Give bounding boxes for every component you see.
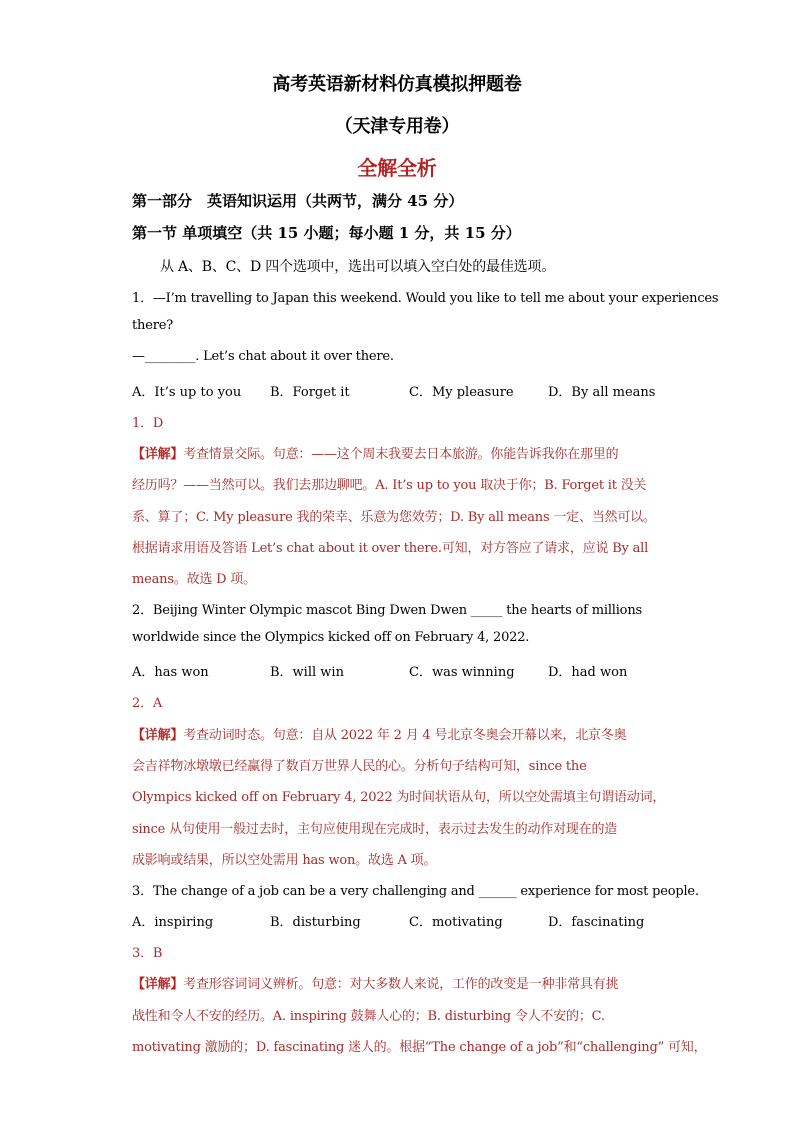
option-a: A．It’s up to you	[132, 385, 242, 400]
question-2-explanation	[132, 724, 626, 743]
explanation-line: Olympics kicked off on February 4, 2022 为时间状语从句，所以空处需填主句谓语动词，	[132, 790, 666, 805]
option-c: C．My pleasure	[409, 385, 514, 400]
explanation-line: 成影响或结果，所以空处需用 has won。故选 A 项。	[132, 853, 437, 868]
explanation-line: 战性和令人不安的经历。A. inspiring 鼓舞人心的；B. disturbing 令人不安的；C.	[132, 1009, 605, 1024]
instruction-text: 从 A、B、C、D 四个选项中，选出可以填入空白处的最佳选项。	[160, 259, 556, 275]
explanation-line: 根据请求用语及答语 Let’s chat about it over there.可知，对方答应了请求，应说 By all	[132, 541, 649, 556]
option-d: D．fascinating	[548, 915, 645, 930]
option-d: D．By all means	[548, 385, 656, 400]
question-1-stem-cont: there?	[132, 318, 173, 333]
explanation-line: means。故选 D 项。	[132, 572, 256, 587]
option-d: D．had won	[548, 665, 628, 680]
option-b: B．Forget it	[270, 385, 350, 400]
question-2-stem-cont: worldwide since the Olympics kicked off on February 4, 2022.	[132, 630, 530, 645]
section-heading: 第一节 单项填空（共 15 小题；每小题 1 分，共 15 分）	[132, 224, 521, 242]
answer-heading: 全解全析	[357, 156, 437, 180]
explanation-tag: 【详解】	[132, 728, 184, 743]
explanation-line: motivating 激励的；D. fascinating 迷人的。根据“The change of a job”和“challenging” 可知，	[132, 1040, 707, 1055]
question-2-answer: 2．A	[132, 696, 163, 711]
option-b: B．disturbing	[270, 915, 361, 930]
explanation-line: since 从句使用一般过去时，主句应使用现在完成时，表示过去发生的动作对现在的造	[132, 822, 618, 837]
question-1-answer: 1．D	[132, 416, 164, 431]
explanation-text: 考查动词时态。句意：自从 2022 年 2 月 4 号北京冬奥会开幕以来，北京冬奥	[183, 728, 627, 743]
option-c: C．was winning	[409, 665, 515, 680]
question-3-explanation	[132, 973, 618, 992]
question-1-stem: 1．—I’m travelling to Japan this weekend. Would you like to tell me about your experiences	[132, 291, 719, 306]
document-title: 高考英语新材料仿真模拟押题卷	[272, 74, 522, 95]
question-3-stem: 3．The change of a job can be a very challenging and ______ experience for most people.	[132, 884, 699, 899]
option-c: C．motivating	[409, 915, 503, 930]
question-1-reply: —________. Let’s chat about it over there.	[132, 349, 394, 364]
question-2-stem: 2．Beijing Winter Olympic mascot Bing Dwen Dwen _____ the hearts of millions	[132, 603, 642, 618]
explanation-line: 会吉祥物冰墩墩已经赢得了数百万世界人民的心。分析句子结构可知，since the	[132, 759, 587, 774]
question-3-answer: 3．B	[132, 946, 163, 961]
question-1-explanation	[132, 443, 618, 462]
explanation-line: 系、算了；C. My pleasure 我的荣幸、乐意为您效劳；D. By all means 一定、当然可以。	[132, 510, 656, 525]
explanation-tag: 【详解】	[132, 447, 184, 462]
option-a: A．inspiring	[132, 915, 214, 930]
explanation-text: 考查情景交际。句意：——这个周末我要去日本旅游。你能告诉我你在那里的	[183, 447, 619, 462]
option-b: B．will win	[270, 665, 344, 680]
explanation-text: 考查形容词词义辨析。句意：对大多数人来说，工作的改变是一种非常具有挑	[183, 977, 619, 992]
explanation-tag: 【详解】	[132, 977, 184, 992]
document-subtitle: （天津专用卷）	[334, 116, 460, 137]
part-heading: 第一部分 英语知识运用（共两节，满分 45 分）	[132, 192, 464, 210]
option-a: A．has won	[132, 665, 209, 680]
explanation-line: 经历吗？——当然可以。我们去那边聊吧。A. It’s up to you 取决于你；B. Forget it 没关	[132, 478, 647, 493]
